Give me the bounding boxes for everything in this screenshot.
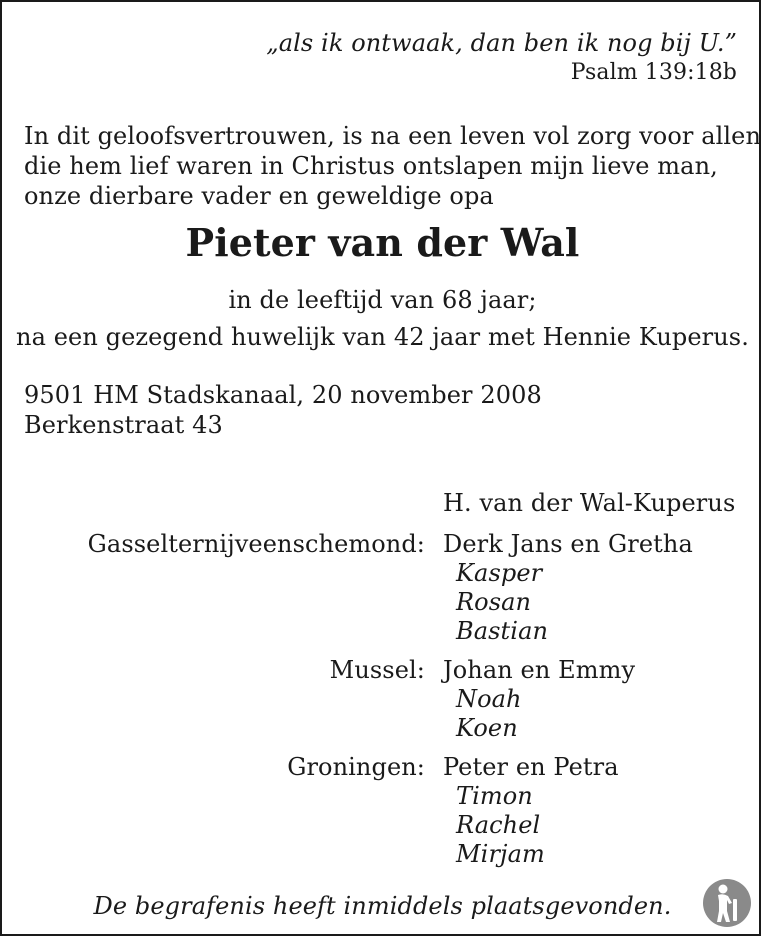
intro-line: In dit geloofsvertrouwen, is na een leven vol zorg voor allen <box>24 122 761 150</box>
mourning-figure-logo-icon <box>702 878 752 928</box>
grandchild-name: Rachel <box>456 811 541 839</box>
family-place: Mussel: <box>329 656 425 684</box>
widow-name: H. van der Wal-Kuperus <box>443 489 736 517</box>
funeral-notice: De begrafenis heeft inmiddels plaatsgevonden. <box>93 892 672 920</box>
motto-quote: „als ik ontwaak, dan ben ik nog bij U.” <box>266 29 737 57</box>
motto-reference: Psalm 139:18b <box>570 60 737 85</box>
family-names: Johan en Emmy <box>443 656 636 684</box>
address-block <box>24 380 542 440</box>
grandchild-name: Koen <box>456 714 518 742</box>
intro-line: die hem lief waren in Christus ontslapen mijn lieve man, <box>24 152 718 180</box>
grandchild-name: Timon <box>456 782 533 810</box>
address-line: Berkenstraat 43 <box>24 411 223 439</box>
grandchild-name: Kasper <box>456 559 543 587</box>
family-place: Groningen: <box>287 753 425 781</box>
deceased-name: Pieter van der Wal <box>185 220 580 265</box>
intro-line: onze dierbare vader en geweldige opa <box>24 182 494 210</box>
marriage-line: na een gezegend huwelijk van 42 jaar met Hennie Kuperus. <box>16 323 749 351</box>
grandchild-name: Bastian <box>456 617 549 645</box>
intro-text <box>24 121 761 211</box>
grandchild-name: Noah <box>456 685 522 713</box>
age-line: in de leeftijd van 68 jaar; <box>228 286 537 314</box>
family-names: Derk Jans en Gretha <box>443 530 693 558</box>
address-line: 9501 HM Stadskanaal, 20 november 2008 <box>24 381 542 409</box>
family-names: Peter en Petra <box>443 753 619 781</box>
grandchild-name: Mirjam <box>456 840 545 868</box>
family-place: Gasselternijveenschemond: <box>87 530 425 558</box>
grandchild-name: Rosan <box>456 588 532 616</box>
